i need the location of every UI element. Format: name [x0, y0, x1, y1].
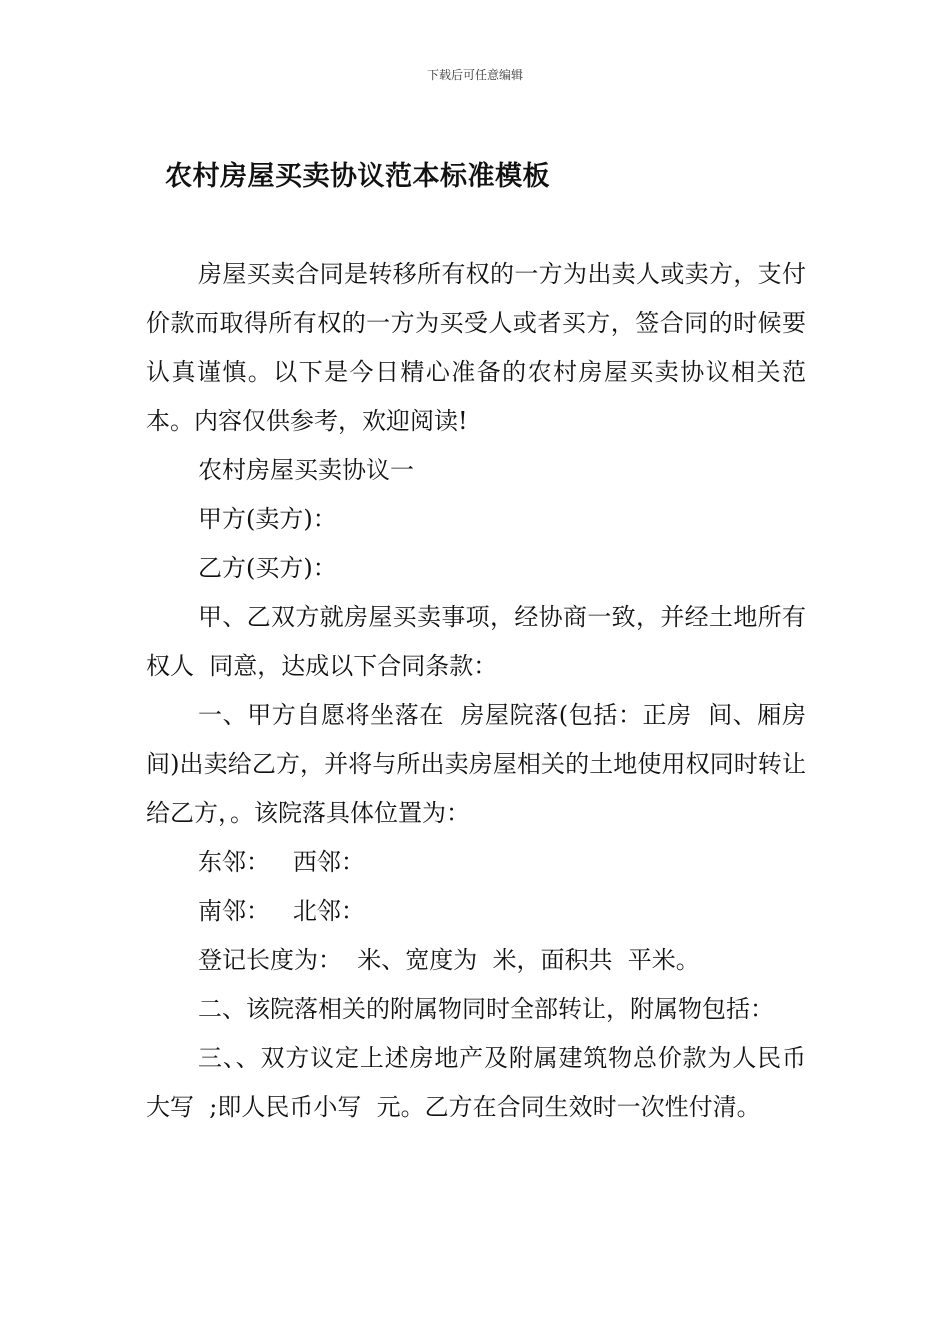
- boundary-south-north: 南邻： 北邻：: [198, 897, 365, 925]
- document-title: 农村房屋买卖协议范本标准模板: [165, 161, 550, 192]
- clause-two: 二、该院落相关的附属物同时全部转让，附属物包括：: [198, 995, 774, 1023]
- intro-paragraph: 房屋买卖合同是转移所有权的一方为出卖人或卖方，支付价款而取得所有权的一方为买受人或者买方，签合同的时候要认真谨慎。以下是今日精心准备的农村房屋买卖协议相关范本。内容仅供参考，欢迎阅读!: [146, 260, 806, 435]
- party-b-line: 乙方(买方)：: [198, 554, 337, 582]
- agreement-heading: 农村房屋买卖协议一: [198, 456, 414, 484]
- clause-three: 三、、双方议定上述房地产及附属建筑物总价款为人民币大写 ;即人民币小写 元。乙方在合同生效时一次性付清。: [146, 1044, 806, 1121]
- agreement-preamble: 甲、乙双方就房屋买卖事项，经协商一致，并经土地所有权人 同意，达成以下合同条款：: [146, 603, 806, 680]
- document-body: [146, 250, 822, 1132]
- registered-dimensions: 登记长度为： 米、宽度为 米，面积共 平米。: [198, 946, 700, 974]
- page-header-note: 下载后可任意编辑: [426, 68, 523, 82]
- party-a-line: 甲方(卖方)：: [198, 505, 337, 533]
- boundary-east-west: 东邻： 西邻：: [198, 848, 365, 876]
- clause-one: 一、甲方自愿将坐落在 房屋院落(包括：正房 间、厢房 间)出卖给乙方，并将与所出卖房屋相关的土地使用权同时转让给乙方，。该院落具体位置为：: [146, 701, 822, 827]
